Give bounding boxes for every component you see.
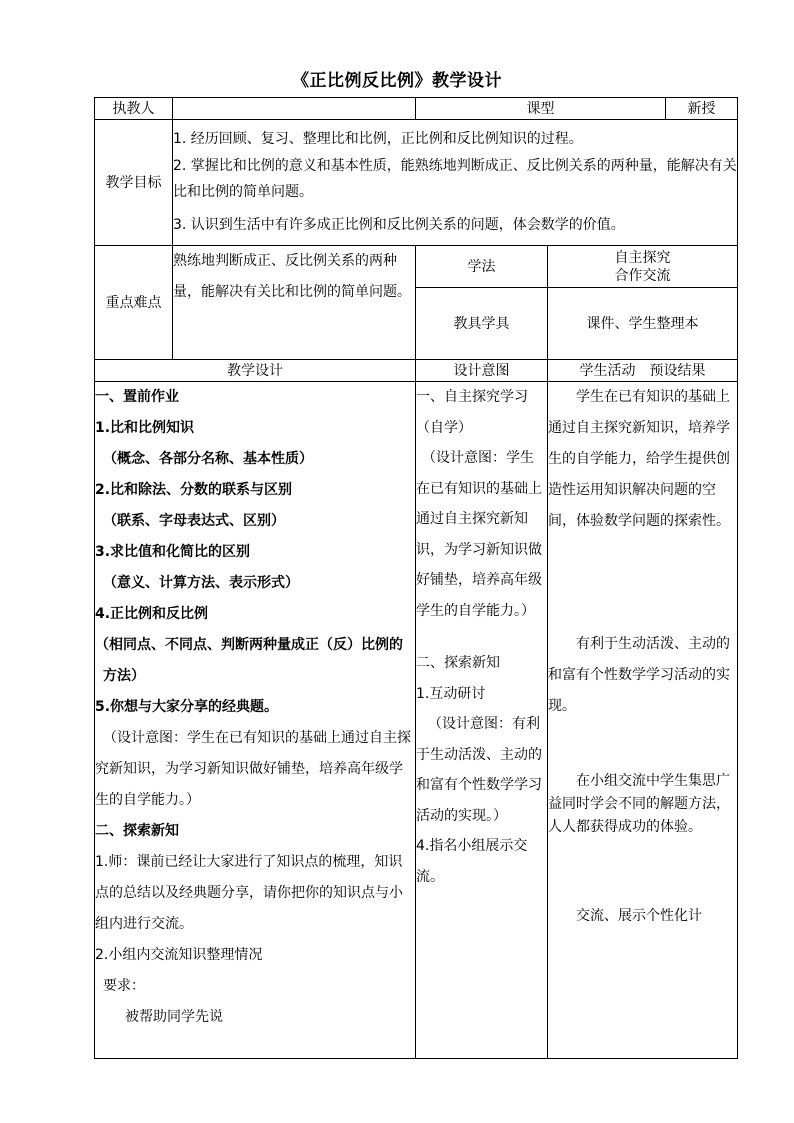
goal-item: 3. 认识到生活中有许多成正比例和反比例关系的问题，体会数学的价值。 [173,217,625,233]
intent-line: （自学） [416,419,472,436]
document-title: 《正比例反比例》教学设计 [292,71,502,91]
key-points-label: 重点难点 [95,246,173,360]
key-points-row [95,246,738,288]
tools-value: 课件、学生整理本 [548,288,738,360]
lesson-plan-table [94,97,738,1059]
intent-line: （设计意图：学生在已有知识的基础上通过自主探究新知识，为学习新知识做好铺垫，培养高年级学生的自学能力。） [416,450,542,619]
goal-item: 2. 掌握比和比例的意义和基本性质，能熟练地判断成正、反比例关系的两种量，能解决有关比和比例的简单问题。 [173,158,737,200]
activity-line: 交流、展示个性化计 [576,908,702,924]
design-line: 3.求比值和化简比的区别 [95,544,251,560]
design-line: （联系、字母表达式、区别） [103,513,285,529]
course-type-label: 课型 [416,98,666,120]
design-line: （设计意图：学生在已有知识的基础上通过自主探究新知识，为学习新知识做好铺垫，培养高年级学生的自学能力。） [95,730,411,808]
design-line: 2.小组内交流知识整理情况 [95,947,263,963]
course-type-value: 新授 [666,98,738,120]
intent-line: 二、探索新知 [416,655,500,671]
activity-line: 学生在已有知识的基础上通过自主探究新知识，培养学生的自学能力，给学生提供创造性运用知识解决问题的空间，体验数学问题的探索性。 [548,389,730,529]
goal-item: 1. 经历回顾、复习、整理比和比例，正比例和反比例知识的过程。 [173,131,583,147]
activity-line: 有利于生动活泼、主动的和富有个性数学学习活动的实现。 [548,636,730,714]
method-label: 学法 [416,246,548,288]
header-row [95,98,738,120]
teacher-label: 执教人 [95,98,173,120]
intent-line: 一、自主探究学习 [416,389,528,405]
design-line: （意义、计算方法、表示形式） [103,575,299,591]
activity-line: 在小组交流中学生集思广益同时学会不同的解题方法，人人都获得成功的体验。 [548,773,730,835]
method-line-1: 自主探究 [614,249,671,266]
goals-label: 教学目标 [95,120,173,246]
intent-line: （设计意图：有利于生动活泼、主动的和富有个性数学学习活动的实现。） [416,716,542,824]
design-col1-header: 教学设计 [95,360,416,382]
teacher-value [173,98,416,120]
tools-label: 教具学具 [416,288,548,360]
design-col2-header: 设计意图 [416,360,548,382]
design-line: 5.你想与大家分享的经典题。 [95,699,279,715]
intent-line: 4.指名小组展示交流。 [416,838,528,885]
design-col3-header: 学生活动 预设结果 [548,360,738,382]
design-col2-content [416,382,548,1059]
design-content-row [95,382,738,1059]
goals-row [95,120,738,246]
intent-line: 1.互动研讨 [416,685,486,702]
method-line-2: 合作交流 [614,267,671,284]
method-value [548,246,738,288]
design-line: 二、探索新知 [95,823,179,839]
design-col1-content [95,382,416,1059]
design-line: （概念、各部分名称、基本性质） [103,451,313,467]
design-col3-content [548,382,738,1059]
key-points-content: 熟练地判断成正、反比例关系的两种量，能解决有关比和比例的简单问题。 [173,246,416,360]
design-line: 要求： [103,978,145,994]
design-line: （相同点、不同点、判断两种量成正（反）比例的方法） [95,637,403,684]
design-line: 被帮助同学先说 [125,1009,223,1025]
design-line: 1.师：课前已经让大家进行了知识点的梳理，知识点的总结以及经典题分享，请你把你的知识点与小组内进行交流。 [95,854,403,932]
design-line: 一、置前作业 [95,389,179,405]
goals-content [173,120,738,246]
design-header-row [95,360,738,382]
design-line: 4.正比例和反比例 [95,606,209,622]
design-line: 1.比和比例知识 [95,420,195,436]
design-line: 2.比和除法、分数的联系与区别 [95,482,293,498]
